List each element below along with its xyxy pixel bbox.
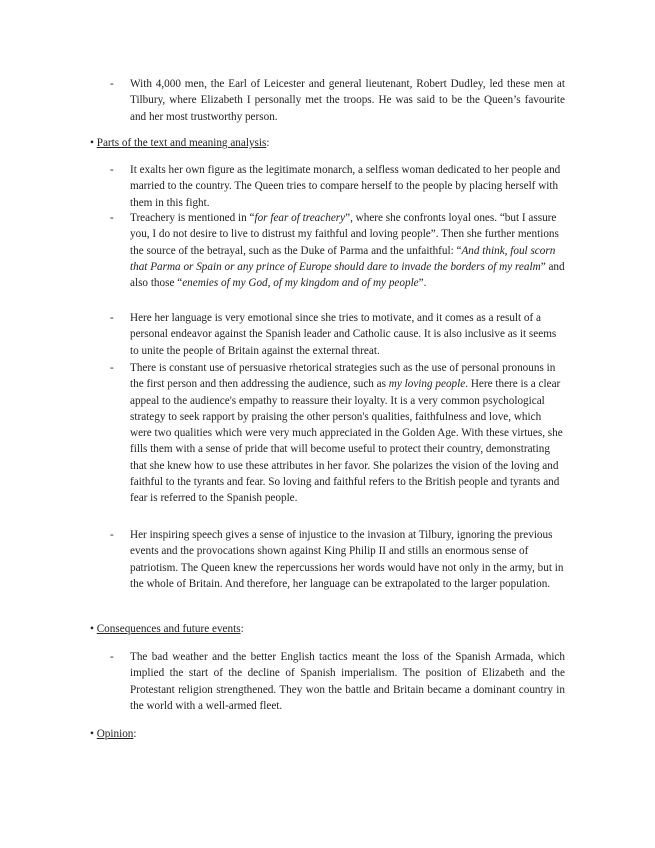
analysis-item-4-text <box>130 360 565 507</box>
heading-colon: : <box>133 728 137 740</box>
analysis-item-1-text: It exalts her own figure as the legitimate monarch, a selfless woman dedicated to her people and married to the country. The Queen tries to compare herself to the people by placing herself with them in this fight. <box>130 164 561 209</box>
analysis-item-2 <box>110 210 565 291</box>
dash-marker: - <box>110 651 114 663</box>
intro-item-text: With 4,000 men, the Earl of Leicester and general lieutenant, Robert Dudley, led these men at Tilbury, where Elizabeth I personally met the troops. He was said to be the Queen’s favourite and her most trustworthy person. <box>130 78 565 123</box>
dash-marker: - <box>110 212 114 224</box>
dash-marker: - <box>110 164 114 176</box>
text-run: ”, where she confronts loyal ones. “but I assure you, I do not desire to live to distrust my faithful and loving people”. Then she further mentions the source of the betrayal, such as the Duke of Parma and the unfaithful: “ <box>130 212 559 257</box>
quote-enemies-of-god: enemies of my God, of my kingdom and of my people <box>182 277 419 290</box>
text-run: ”. <box>418 277 427 290</box>
analysis-item-3-text: Here her language is very emotional since she tries to motivate, and it comes as a result of a personal endeavor against the Spanish leader and Catholic cause. It is also inclusive as it seems to unite the people of Britain against the external threat. <box>130 312 557 357</box>
bullet-marker: • <box>90 623 94 635</box>
bullet-marker: • <box>90 728 94 740</box>
dash-marker: - <box>110 362 114 374</box>
quote-fear-of-treachery: for fear of treachery <box>254 212 346 224</box>
text-run: . Here there is a clear appeal to the audience's empathy to reassure their loyalty. It is a very common psychological strategy to seek rapport by praising the other person's qualities, faithfulness and love, which were two qualities which were very much appreciated in the Golden Age. With these virtues, she fills them with a sense of pride that will become useful to protect their country, demonstrating that she knew how to use these attributes in her favor. She polarizes the vision of the loving and faithful to the tyrants and fear. So loving and faithful refers to the British people and tyrants and fear is referred to the Spanish people. <box>130 378 563 505</box>
analysis-heading <box>90 135 269 151</box>
analysis-item-3 <box>110 310 565 359</box>
intro-list-item <box>110 76 565 125</box>
opinion-heading-title: Opinion <box>96 728 134 740</box>
consequences-item <box>110 649 565 714</box>
consequences-item-text: The bad weather and the better English tactics meant the loss of the Spanish Armada, which implied the start of the decline of Spanish imperialism. The position of Elizabeth and the Protestant religion strengthened. They won the battle and Britain became a dominant country in the world with a well-armed fleet. <box>130 651 565 712</box>
consequences-heading-title: Consequences and future events <box>96 623 241 635</box>
dash-marker: - <box>110 529 114 541</box>
analysis-item-1 <box>110 162 565 211</box>
quote-parma-spain: And think, foul scorn that Parma or Spain or any prince of Europe should dare to invade the borders of my realm <box>130 244 556 273</box>
consequences-heading <box>90 621 244 637</box>
text-run: ” and also those “ <box>130 260 565 290</box>
analysis-heading-title: Parts of the text and meaning analysis <box>96 137 267 149</box>
heading-colon: : <box>240 623 244 635</box>
analysis-item-5-text: Her inspiring speech gives a sense of injustice to the invasion at Tilbury, ignoring the previous events and the provocations shown against King Philip II and stills an enormous sense of patriotism. The Queen knew the repercussions her words would have not only in the army, but in the whole of Britain. And therefore, her language can be extrapolated to the larger population. <box>130 529 564 590</box>
heading-colon: : <box>266 137 270 149</box>
quote-my-loving-people: my loving people <box>388 378 466 391</box>
analysis-item-5 <box>110 527 565 592</box>
analysis-item-4 <box>110 360 565 507</box>
opinion-heading <box>90 726 137 742</box>
analysis-item-2-text <box>130 210 565 291</box>
text-run: Treachery is mentioned in “ <box>130 212 255 224</box>
text-run: There is constant use of persuasive rhetorical strategies such as the use of personal pronouns in the first person and then addressing the audience, such as <box>130 362 556 391</box>
bullet-marker: • <box>90 137 94 149</box>
dash-marker: - <box>110 78 114 90</box>
dash-marker: - <box>110 312 114 324</box>
